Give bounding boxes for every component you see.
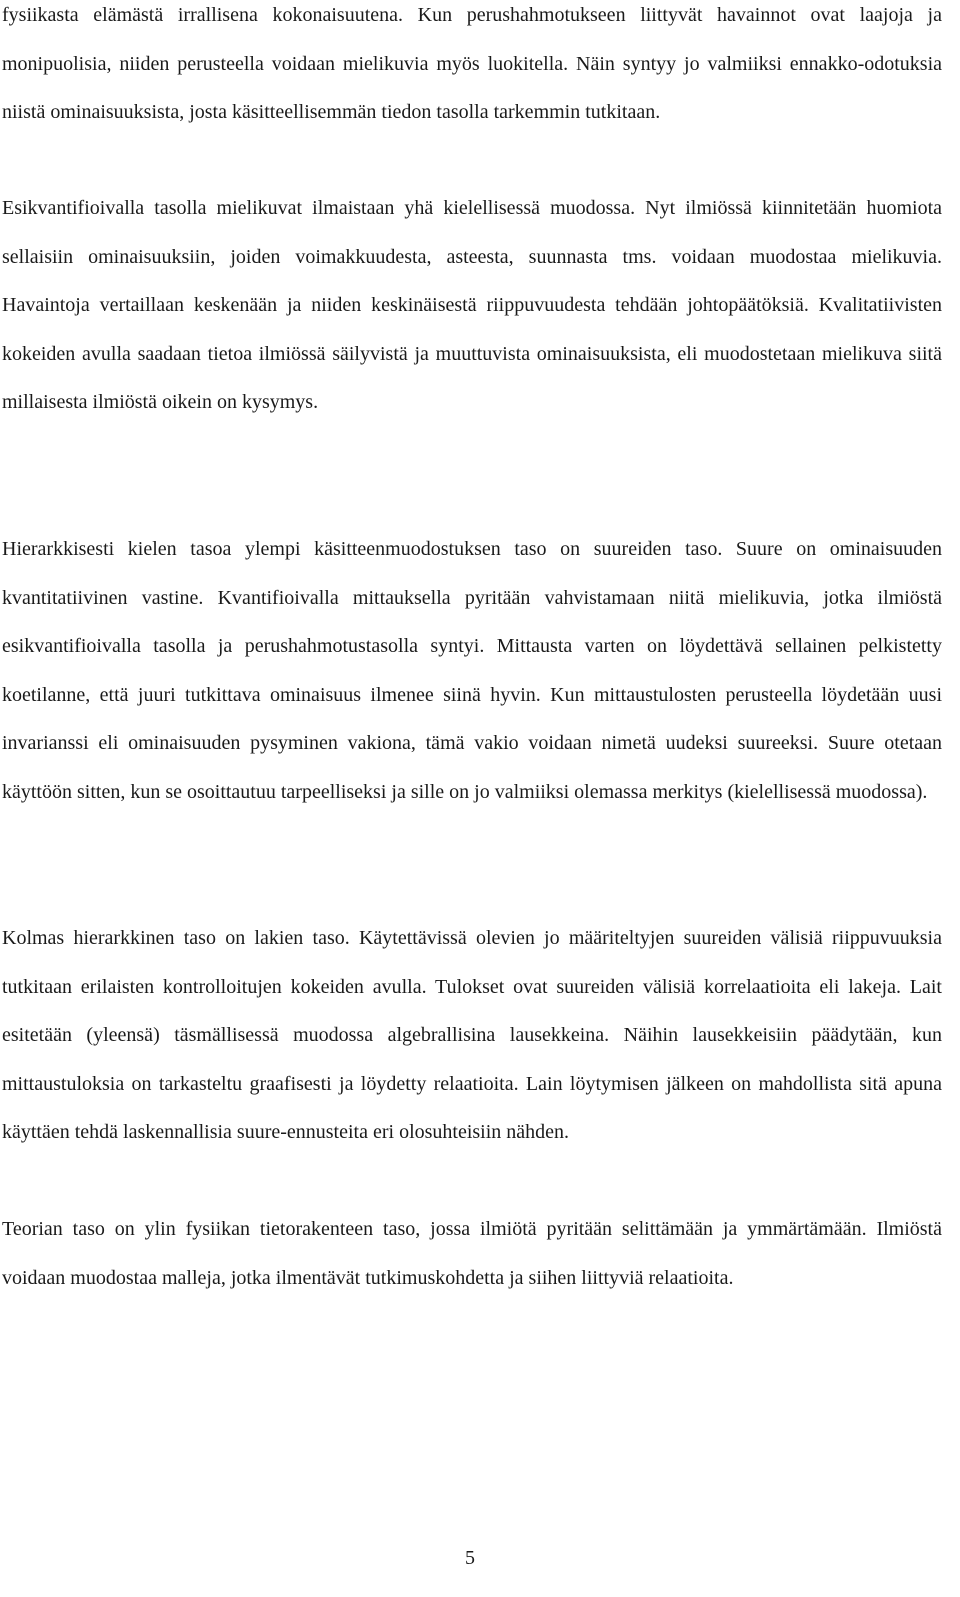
paragraph-4: Kolmas hierarkkinen taso on lakien taso. Käytettävissä olevien jo määriteltyjen suureiden välisiä riippuvuuksia tutkitaan erilaisten kontrolloitujen kokeiden avulla. Tulokset ovat suureiden välisiä korrelaatioita eli lakeja. Lait esitetään (yleensä) täsmällisessä muodossa algebrallisina lausekkeina. Näihin lausekkeisiin päädytään, kun mittaustuloksia on tarkasteltu graafisesti ja löydetty relaatioita. Lain löytymisen jälkeen on mahdollista sitä apuna käyttäen tehdä laskennallisia suure-ennusteita eri olosuhteisiin nähden.	[2, 927, 942, 1143]
paragraph-3: Hierarkkisesti kielen tasoa ylempi käsitteenmuodostuksen taso on suureiden taso. Suure on ominaisuuden kvantitatiivinen vastine. Kvantifioivalla mittauksella pyritään vahvistamaan niitä mielikuvia, jotka ilmiöstä esikvantifioivalla tasolla ja perushahmotustasolla syntyi. Mittausta varten on löydettävä sellainen pelkistetty koetilanne, että juuri tutkittava ominaisuus ilmenee siinä hyvin. Kun mittaustulosten perusteella löydetään uusi invarianssi eli ominaisuuden pysyminen vakiona, tämä vakio voidaan nimetä uudeksi suureeksi. Suure otetaan käyttöön sitten, kun se osoittautuu tarpeelliseksi ja sille on jo valmiiksi olemassa merkitys (kielellisessä muodossa).	[2, 538, 942, 803]
paragraph-1: fysiikasta elämästä irrallisena kokonaisuutena. Kun perushahmotukseen liittyvät havainnot ovat laajoja ja monipuolisia, niiden perusteella voidaan mielikuvia myös luokitella. Näin syntyy jo valmiiksi ennakko-odotuksia niistä ominaisuuksista, josta käsitteellisemmän tiedon tasolla tarkemmin tutkitaan.	[2, 4, 942, 123]
page-number: 5	[465, 1547, 475, 1569]
paragraph-5: Teorian taso on ylin fysiikan tietorakenteen taso, jossa ilmiötä pyritään selittämään ja ymmärtämään. Ilmiöstä voidaan muodostaa malleja, jotka ilmentävät tutkimuskohdetta ja siihen liittyviä relaatioita.	[2, 1218, 942, 1289]
paragraph-2: Esikvantifioivalla tasolla mielikuvat ilmaistaan yhä kielellisessä muodossa. Nyt ilmiössä kiinnitetään huomiota sellaisiin ominaisuuksiin, joiden voimakkuudesta, asteesta, suunnasta tms. voidaan muodostaa mielikuvia. Havaintoja vertaillaan keskenään ja niiden keskinäisestä riippuvuudesta tehdään johtopäätöksiä. Kvalitatiivisten kokeiden avulla saadaan tietoa ilmiössä säilyvistä ja muuttuvista ominaisuuksista, eli muodostetaan mielikuva siitä millaisesta ilmiöstä oikein on kysymys.	[2, 197, 942, 413]
